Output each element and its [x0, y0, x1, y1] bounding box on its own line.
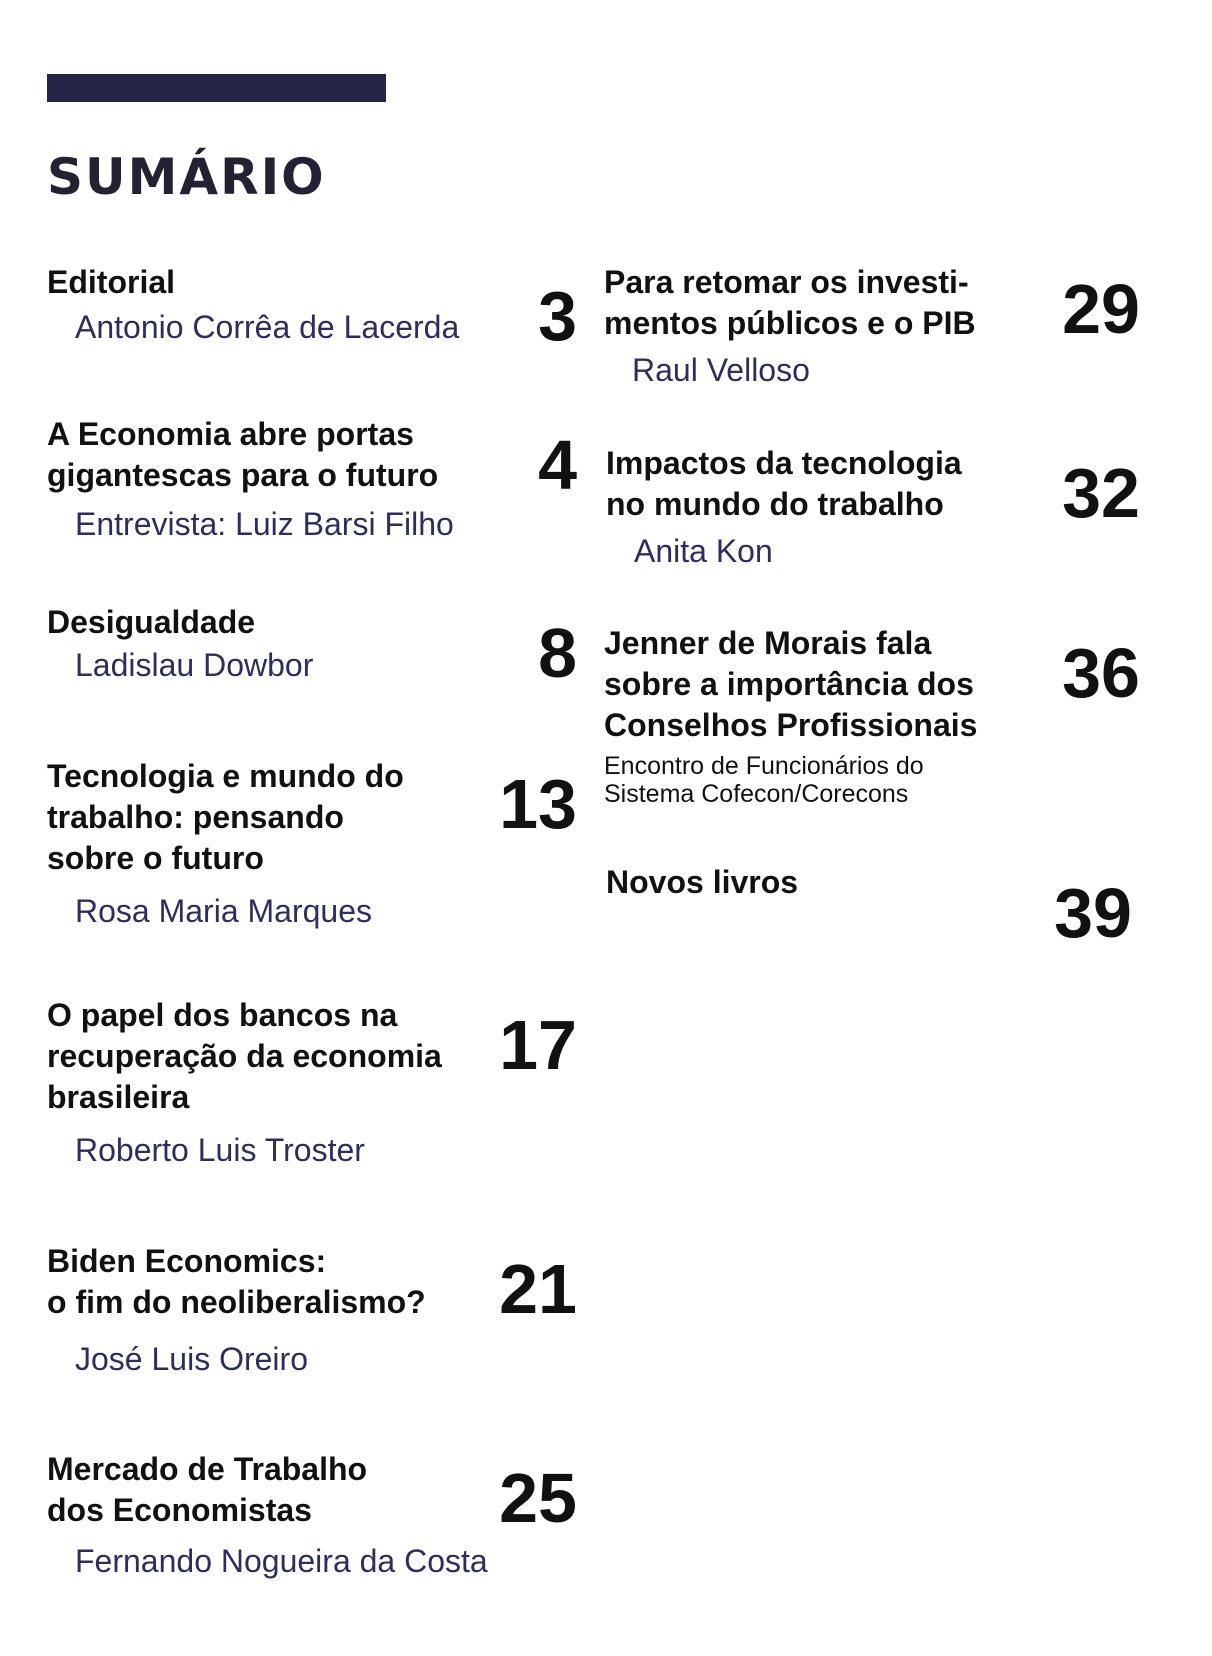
- page-number: 13: [499, 765, 577, 843]
- toc-entry-editorial[interactable]: [47, 262, 459, 347]
- toc-entry-novos-livros[interactable]: [606, 862, 798, 903]
- page-title: SUMÁRIO: [47, 148, 326, 206]
- page-number: 32: [1062, 454, 1140, 532]
- page-number: 3: [538, 277, 577, 355]
- toc-entry-bancos[interactable]: [47, 995, 442, 1170]
- entry-author: Roberto Luis Troster: [75, 1132, 365, 1168]
- entry-author: Anita Kon: [634, 533, 773, 569]
- entry-author: Entrevista: Luiz Barsi Filho: [75, 506, 454, 542]
- entry-title: Editorial: [47, 264, 176, 300]
- toc-entry-investimentos[interactable]: [604, 262, 976, 390]
- page-number: 39: [1054, 874, 1132, 952]
- entry-title: Mercado de Trabalho dos Economistas: [47, 1451, 368, 1528]
- entry-subtitle: Encontro de Funcionários do Sistema Cofecon/Corecons: [604, 752, 924, 808]
- entry-author: José Luis Oreiro: [75, 1341, 308, 1377]
- entry-title: Tecnologia e mundo do trabalho: pensando sobre o futuro: [47, 758, 404, 876]
- entry-title: Jenner de Morais fala sobre a importância dos Conselhos Profissionais: [604, 625, 978, 743]
- entry-author: Ladislau Dowbor: [75, 647, 314, 683]
- toc-entry-mercado[interactable]: [47, 1449, 488, 1581]
- accent-bar: [47, 74, 386, 102]
- page-number: 25: [499, 1459, 577, 1537]
- entry-title: Para retomar os investi- mentos públicos e o PIB: [604, 264, 976, 341]
- toc-entry-economia[interactable]: [47, 414, 454, 544]
- entry-title: A Economia abre portas gigantescas para o futuro: [47, 416, 439, 493]
- toc-entry-impactos[interactable]: [606, 443, 962, 571]
- entry-title: Biden Economics: o fim do neoliberalismo?: [47, 1243, 426, 1320]
- page-number: 36: [1062, 634, 1140, 712]
- entry-author: Raul Velloso: [632, 352, 810, 388]
- toc-entry-desigualdade[interactable]: [47, 602, 313, 685]
- entry-author: Fernando Nogueira da Costa: [75, 1543, 488, 1579]
- page-number: 29: [1062, 270, 1140, 348]
- entry-title: Impactos da tecnologia no mundo do trabalho: [606, 445, 962, 522]
- entry-author: Rosa Maria Marques: [75, 893, 372, 929]
- entry-title: Desigualdade: [47, 604, 256, 640]
- entry-author: Antonio Corrêa de Lacerda: [75, 309, 460, 345]
- page-number: 8: [538, 614, 577, 692]
- page-number: 17: [499, 1006, 577, 1084]
- entry-title: Novos livros: [606, 864, 799, 900]
- toc-entry-jenner[interactable]: [604, 623, 977, 808]
- toc-entry-tecnologia[interactable]: [47, 756, 404, 931]
- entry-title: O papel dos bancos na recuperação da economia brasileira: [47, 997, 442, 1115]
- page-number: 4: [538, 426, 577, 504]
- page-number: 21: [499, 1250, 577, 1328]
- toc-entry-biden[interactable]: [47, 1241, 426, 1379]
